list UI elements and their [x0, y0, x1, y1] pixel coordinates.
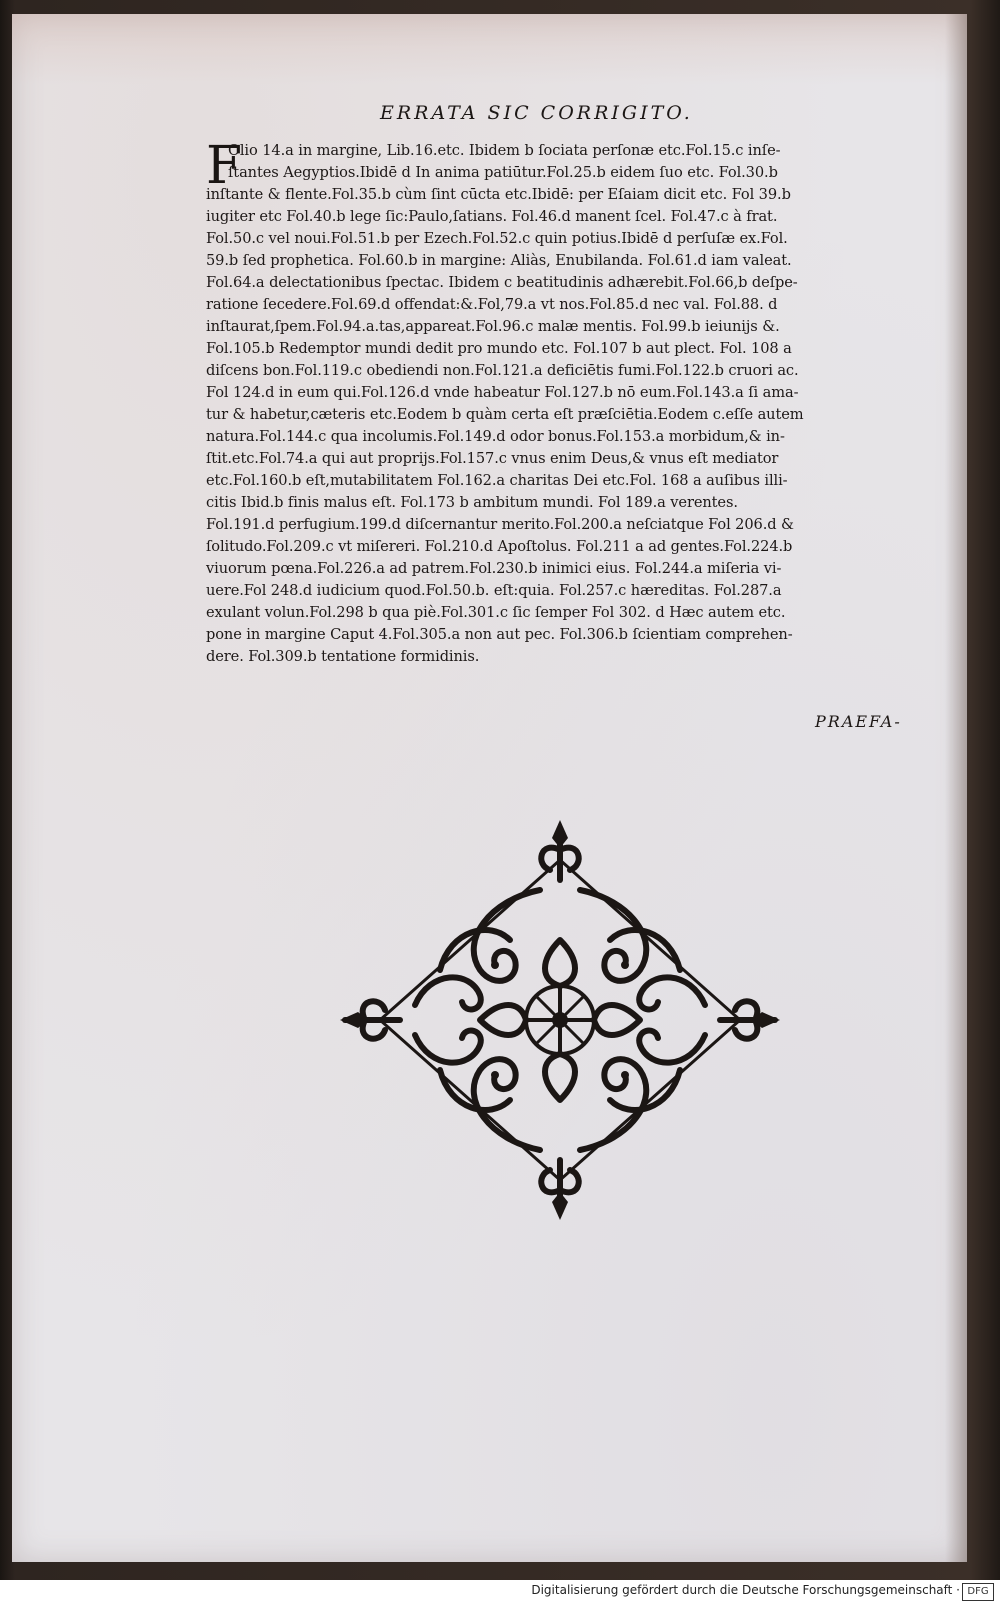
errata-line: 59.b ſed prophetica. Fol.60.b in margine: Aliàs, Enubilanda. Fol.61.d iam valeat. [206, 252, 792, 269]
digitization-footer [0, 1580, 1000, 1603]
errata-line: ratione ſecedere.Fol.69.d offendat:&.Fol,79.a vt nos.Fol.85.d nec val. Fol.88. d [206, 296, 778, 313]
errata-line: Fol 124.d in eum qui.Fol.126.d vnde habeatur Fol.127.b nō eum.Fol.143.a ſi ama- [206, 384, 799, 401]
errata-line: ſtit.etc.Fol.74.a qui aut proprijs.Fol.157.c vnus enim Deus,& vnus eſt mediator [206, 450, 779, 467]
errata-line: diſcens bon.Fol.119.c obediendi non.Fol.121.a deficiētis fumi.Fol.122.b cruori ac. [206, 362, 799, 379]
footer-credit-text: Digitalisierung gefördert durch die Deutsche Forschungsgemeinschaft · [531, 1583, 960, 1597]
page-stain [12, 14, 967, 84]
fleuron-ornament-icon [340, 820, 780, 1220]
errata-line: Fol.50.c vel noui.Fol.51.b per Ezech.Fol.52.c quin potius.Ibidē d perſuſæ ex.Fol. [206, 230, 788, 247]
errata-line: dere. Fol.309.b tentatione formidinis. [206, 648, 480, 665]
errata-line: exulant volun.Fol.298 b qua piè.Fol.301.c ſic ſemper Fol 302. d Hæc autem etc. [206, 604, 786, 621]
errata-line: pone in margine Caput 4.Fol.305.a non aut pec. Fol.306.b ſcientiam comprehen- [206, 626, 793, 643]
errata-line: Fol.191.d perfugium.199.d diſcernantur merito.Fol.200.a neſciatque Fol 206.d & [206, 516, 794, 533]
errata-line: tur & habetur,cæteris etc.Eodem b quàm certa eſt præſciētia.Eodem c.eſſe autem [206, 406, 804, 423]
errata-line: Fol.105.b Redemptor mundi dedit pro mundo etc. Fol.107 b aut plect. Fol. 108 a [206, 340, 792, 357]
errata-line: viuorum pœna.Fol.226.a ad patrem.Fol.230.b inimici eius. Fol.244.a miſeria vi- [206, 560, 782, 577]
errata-line: Olio 14.a in margine, Lib.16.etc. Ibidem b ſociata perſonæ etc.Fol.15.c inſe- [228, 142, 781, 159]
catchword: PRAEFA- [815, 712, 902, 731]
errata-line: Fol.64.a delectationibus ſpectac. Ibidem c beatitudinis adhærebit.Fol.66,b deſpe- [206, 274, 798, 291]
errata-text-block [206, 136, 926, 668]
drop-cap-initial: F [206, 136, 243, 196]
errata-line: ſolitudo.Fol.209.c vt miſereri. Fol.210.d Apoſtolus. Fol.211 a ad gentes.Fol.224.b [206, 538, 793, 555]
errata-line: citis Ibid.b finis malus eſt. Fol.173 b ambitum mundi. Fol 189.a verentes. [206, 494, 738, 511]
errata-line: iugiter etc Fol.40.b lege ſic:Paulo,ſatians. Fol.46.d manent ſcel. Fol.47.c à frat. [206, 208, 778, 225]
errata-line: inſtaurat,ſpem.Fol.94.a.tas,appareat.Fol.96.c malæ mentis. Fol.99.b ieiunijs &. [206, 318, 780, 335]
errata-lines [206, 136, 926, 668]
errata-line: ſtantes Aegyptios.Ibidē d In anima patiūtur.Fol.25.b eidem ſuo etc. Fol.30.b [228, 164, 778, 181]
errata-line: inſtante & flente.Fol.35.b cùm ſint cūcta etc.Ibidē: per Eſaiam dicit etc. Fol 39.b [206, 186, 791, 203]
dfg-logo: DFG [962, 1583, 994, 1601]
errata-line: natura.Fol.144.c qua incolumis.Fol.149.d odor bonus.Fol.153.a morbidum,& in- [206, 428, 785, 445]
running-head: ERRATA SIC CORRIGITO. [380, 102, 693, 124]
errata-line: etc.Fol.160.b eſt,mutabilitatem Fol.162.a charitas Dei etc.Fol. 168 a auſibus illi- [206, 472, 788, 489]
page-gutter-shadow [945, 14, 967, 1562]
errata-line: uere.Fol 248.d iudicium quod.Fol.50.b. eſt:quia. Fol.257.c hæreditas. Fol.287.a [206, 582, 782, 599]
